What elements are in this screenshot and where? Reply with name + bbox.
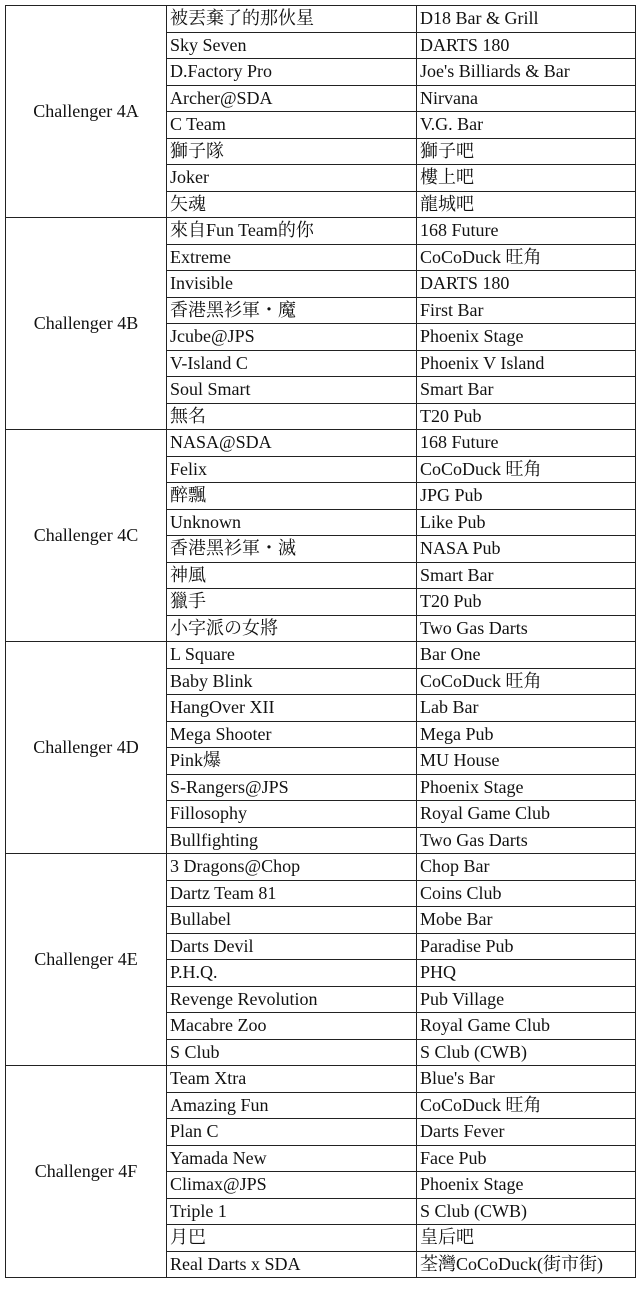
team-name-cell: 香港黑衫軍・魔	[167, 297, 417, 324]
team-name-cell: Triple 1	[167, 1198, 417, 1225]
venue-cell: MU House	[417, 748, 636, 775]
team-name-cell: Macabre Zoo	[167, 1013, 417, 1040]
team-name-cell: 香港黑衫軍・滅	[167, 536, 417, 563]
team-name-cell: P.H.Q.	[167, 960, 417, 987]
venue-cell: Lab Bar	[417, 695, 636, 722]
venue-cell: Smart Bar	[417, 377, 636, 404]
team-name-cell: V-Island C	[167, 350, 417, 377]
team-name-cell: Bullabel	[167, 907, 417, 934]
division-label: Challenger 4D	[6, 642, 167, 854]
team-name-cell: S Club	[167, 1039, 417, 1066]
venue-cell: DARTS 180	[417, 271, 636, 298]
venue-cell: V.G. Bar	[417, 112, 636, 139]
team-name-cell: NASA@SDA	[167, 430, 417, 457]
team-name-cell: 獅子隊	[167, 138, 417, 165]
team-name-cell: Revenge Revolution	[167, 986, 417, 1013]
venue-cell: Face Pub	[417, 1145, 636, 1172]
team-name-cell: Baby Blink	[167, 668, 417, 695]
venue-cell: Darts Fever	[417, 1119, 636, 1146]
team-name-cell: Pink爆	[167, 748, 417, 775]
venue-cell: 獅子吧	[417, 138, 636, 165]
team-name-cell: 月巴	[167, 1225, 417, 1252]
venue-cell: CoCoDuck 旺角	[417, 1092, 636, 1119]
team-name-cell: 矢魂	[167, 191, 417, 218]
table-row	[6, 642, 636, 669]
division-table-body	[6, 6, 636, 1278]
team-name-cell: Real Darts x SDA	[167, 1251, 417, 1278]
division-label: Challenger 4F	[6, 1066, 167, 1278]
team-name-cell: 神風	[167, 562, 417, 589]
table-row	[6, 1066, 636, 1093]
venue-cell: 168 Future	[417, 430, 636, 457]
team-name-cell: HangOver XII	[167, 695, 417, 722]
venue-cell: S Club (CWB)	[417, 1039, 636, 1066]
team-name-cell: Soul Smart	[167, 377, 417, 404]
team-name-cell: 醉飄	[167, 483, 417, 510]
table-row	[6, 854, 636, 881]
team-name-cell: Amazing Fun	[167, 1092, 417, 1119]
venue-cell: Coins Club	[417, 880, 636, 907]
team-name-cell: Extreme	[167, 244, 417, 271]
team-name-cell: 來自Fun Team的你	[167, 218, 417, 245]
venue-cell: First Bar	[417, 297, 636, 324]
venue-cell: CoCoDuck 旺角	[417, 668, 636, 695]
table-row	[6, 430, 636, 457]
team-name-cell: C Team	[167, 112, 417, 139]
venue-cell: Smart Bar	[417, 562, 636, 589]
division-label: Challenger 4C	[6, 430, 167, 642]
team-name-cell: 無名	[167, 403, 417, 430]
venue-cell: Chop Bar	[417, 854, 636, 881]
team-name-cell: Darts Devil	[167, 933, 417, 960]
venue-cell: Royal Game Club	[417, 801, 636, 828]
venue-cell: Royal Game Club	[417, 1013, 636, 1040]
venue-cell: S Club (CWB)	[417, 1198, 636, 1225]
venue-cell: Joe's Billiards & Bar	[417, 59, 636, 86]
team-name-cell: Climax@JPS	[167, 1172, 417, 1199]
team-name-cell: Invisible	[167, 271, 417, 298]
venue-cell: 168 Future	[417, 218, 636, 245]
venue-cell: CoCoDuck 旺角	[417, 456, 636, 483]
team-name-cell: Dartz Team 81	[167, 880, 417, 907]
venue-cell: Mobe Bar	[417, 907, 636, 934]
team-name-cell: Sky Seven	[167, 32, 417, 59]
venue-cell: Pub Village	[417, 986, 636, 1013]
venue-cell: Two Gas Darts	[417, 615, 636, 642]
venue-cell: JPG Pub	[417, 483, 636, 510]
venue-cell: Phoenix Stage	[417, 1172, 636, 1199]
venue-cell: CoCoDuck 旺角	[417, 244, 636, 271]
venue-cell: 荃灣CoCoDuck(街市街)	[417, 1251, 636, 1278]
venue-cell: Nirvana	[417, 85, 636, 112]
division-label: Challenger 4E	[6, 854, 167, 1066]
team-name-cell: S-Rangers@JPS	[167, 774, 417, 801]
team-name-cell: D.Factory Pro	[167, 59, 417, 86]
table-row	[6, 6, 636, 33]
team-name-cell: Jcube@JPS	[167, 324, 417, 351]
venue-cell: Mega Pub	[417, 721, 636, 748]
team-name-cell: Felix	[167, 456, 417, 483]
venue-cell: PHQ	[417, 960, 636, 987]
venue-cell: Blue's Bar	[417, 1066, 636, 1093]
team-name-cell: 獵手	[167, 589, 417, 616]
team-name-cell: Plan C	[167, 1119, 417, 1146]
division-label: Challenger 4A	[6, 6, 167, 218]
team-name-cell: Joker	[167, 165, 417, 192]
team-name-cell: Yamada New	[167, 1145, 417, 1172]
venue-cell: Phoenix Stage	[417, 324, 636, 351]
division-table	[5, 5, 636, 1278]
team-name-cell: Unknown	[167, 509, 417, 536]
venue-cell: Like Pub	[417, 509, 636, 536]
venue-cell: Two Gas Darts	[417, 827, 636, 854]
venue-cell: T20 Pub	[417, 589, 636, 616]
venue-cell: DARTS 180	[417, 32, 636, 59]
venue-cell: 皇后吧	[417, 1225, 636, 1252]
venue-cell: NASA Pub	[417, 536, 636, 563]
venue-cell: 樓上吧	[417, 165, 636, 192]
venue-cell: D18 Bar & Grill	[417, 6, 636, 33]
venue-cell: T20 Pub	[417, 403, 636, 430]
venue-cell: Phoenix V Island	[417, 350, 636, 377]
team-name-cell: Bullfighting	[167, 827, 417, 854]
team-name-cell: L Square	[167, 642, 417, 669]
team-name-cell: 3 Dragons@Chop	[167, 854, 417, 881]
venue-cell: Phoenix Stage	[417, 774, 636, 801]
team-name-cell: 小字派の女將	[167, 615, 417, 642]
table-row	[6, 218, 636, 245]
team-name-cell: 被丟棄了的那伙星	[167, 6, 417, 33]
division-label: Challenger 4B	[6, 218, 167, 430]
team-name-cell: Team Xtra	[167, 1066, 417, 1093]
team-name-cell: Mega Shooter	[167, 721, 417, 748]
team-name-cell: Fillosophy	[167, 801, 417, 828]
team-name-cell: Archer@SDA	[167, 85, 417, 112]
venue-cell: Bar One	[417, 642, 636, 669]
venue-cell: 龍城吧	[417, 191, 636, 218]
venue-cell: Paradise Pub	[417, 933, 636, 960]
